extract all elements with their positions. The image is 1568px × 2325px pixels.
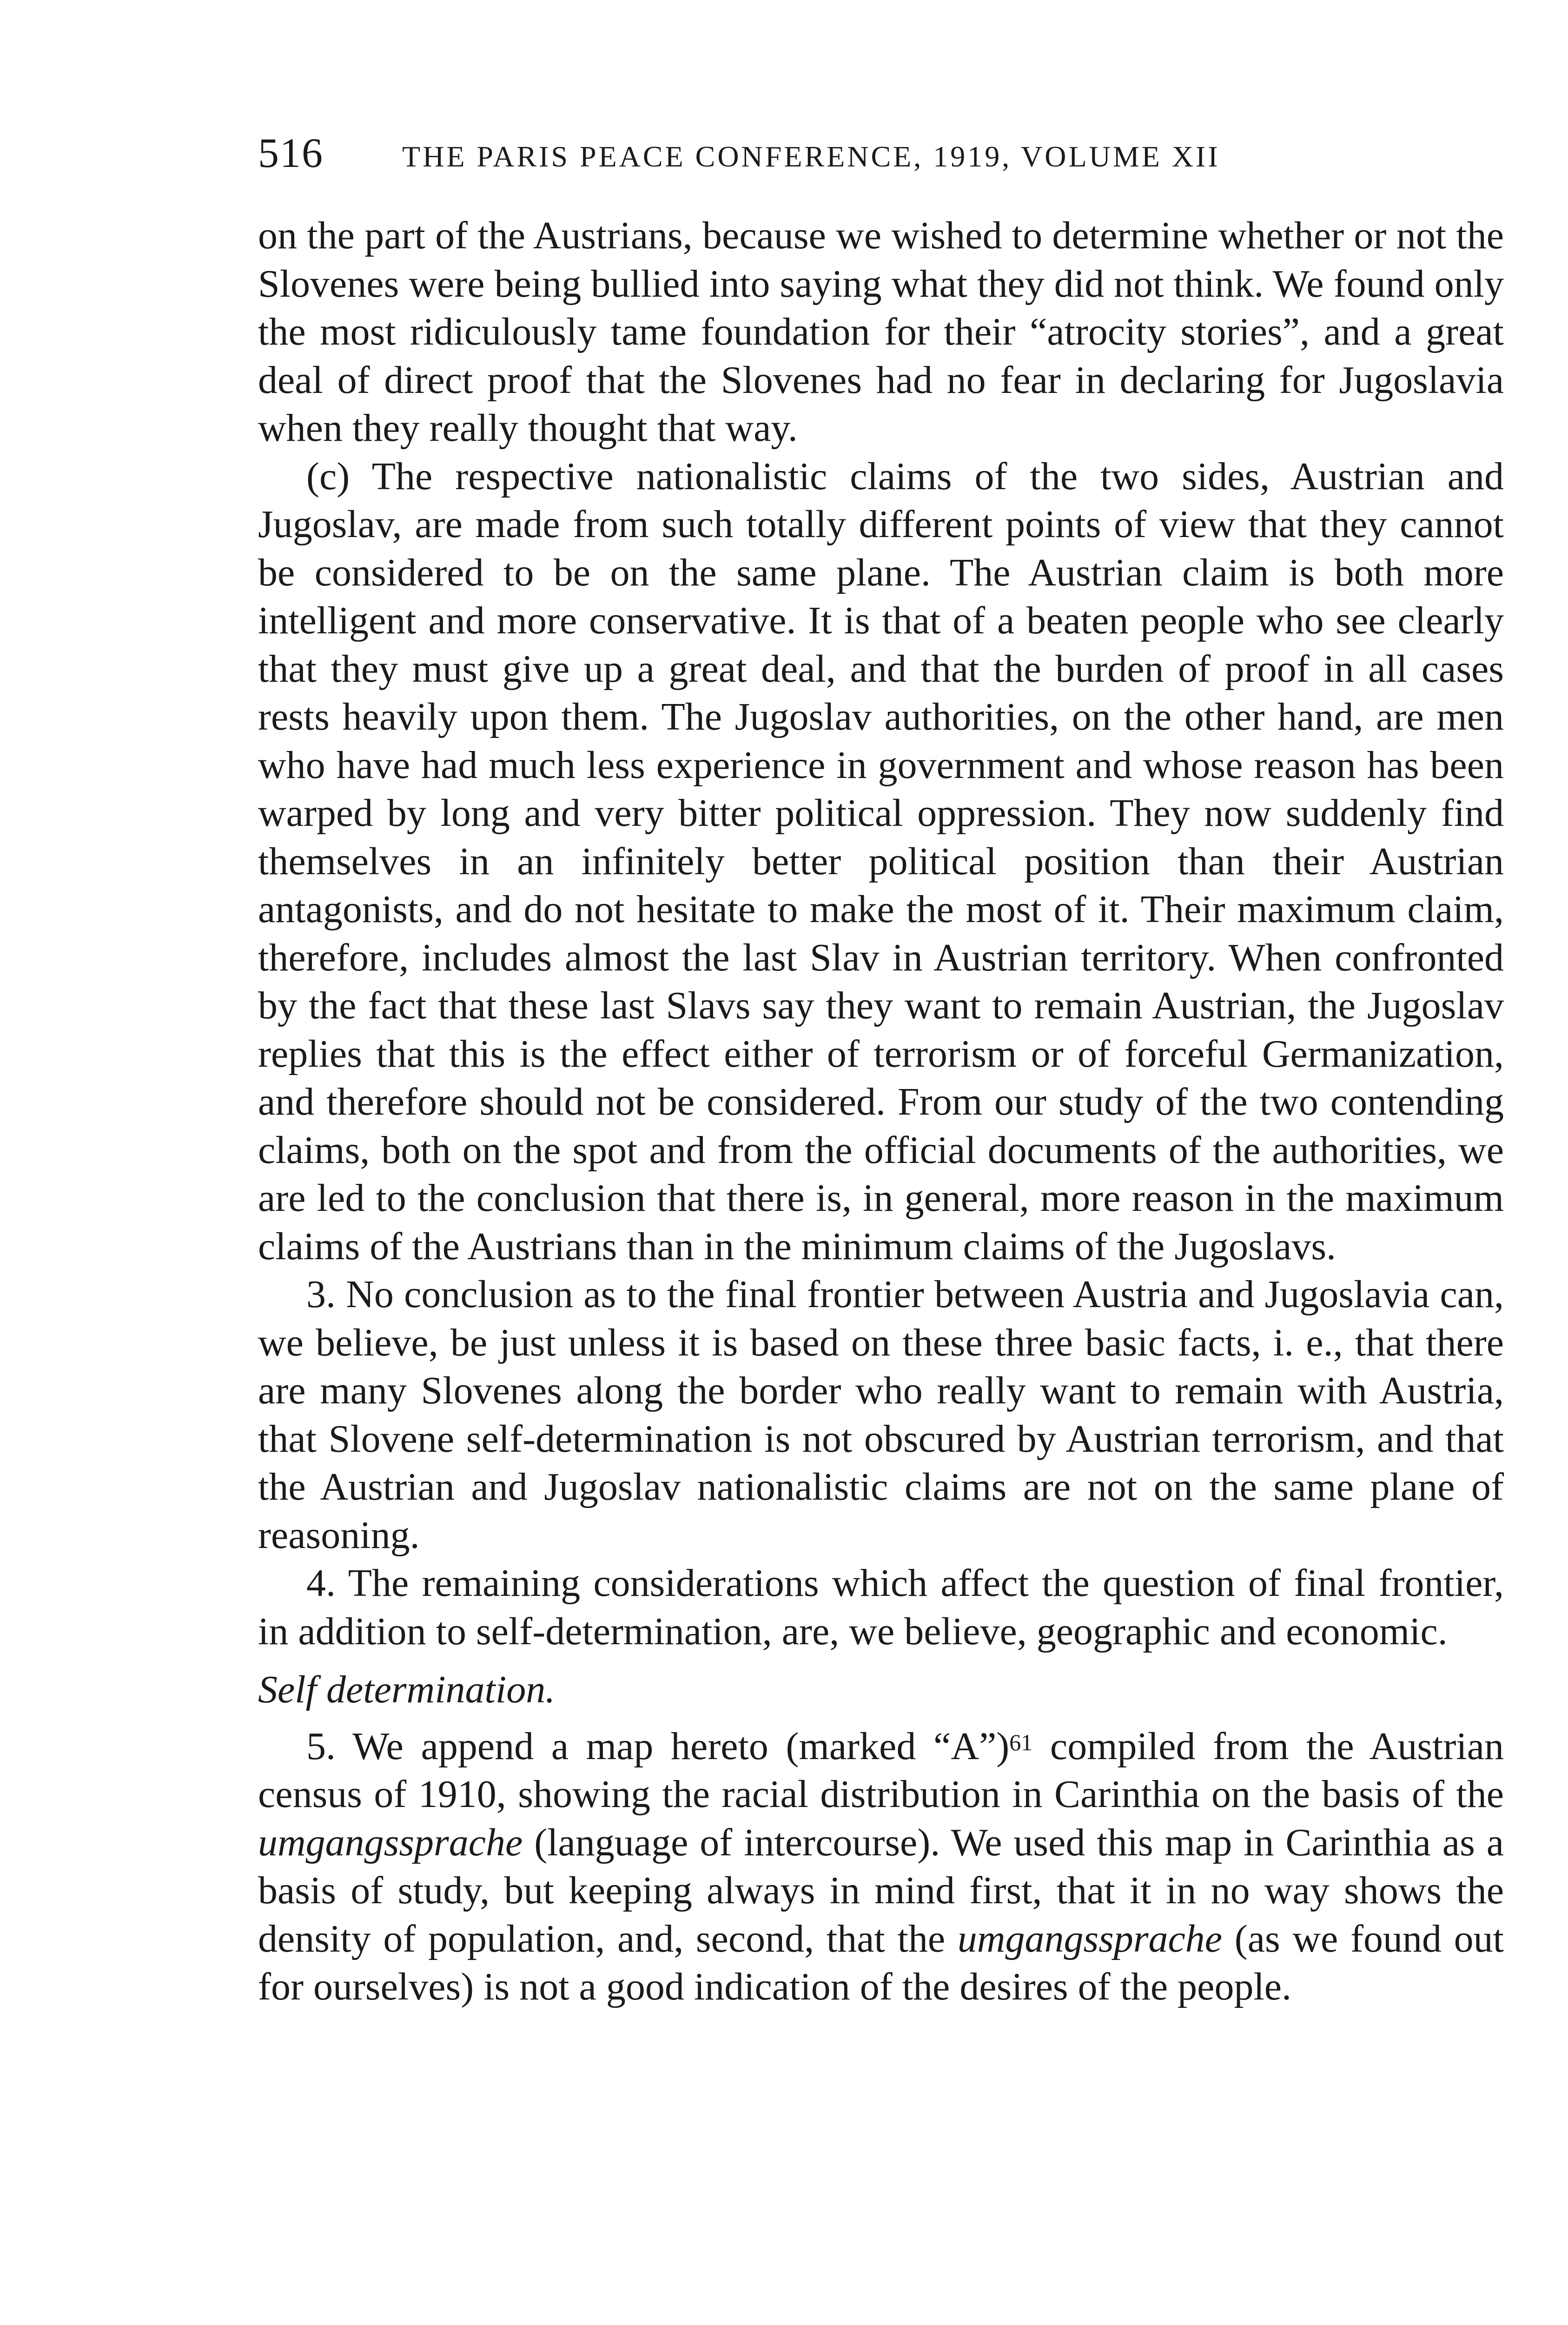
body-text [258,212,1504,2011]
paragraph: 3. No conclusion as to the final frontier between Austria and Jugoslavia can, we believe, be just unless it is based on these three basic facts, i. e., that there are many Slovenes along the border who really want to remain with Austria, that Slovene self-determination is not obscured by Austrian terrorism, and that the Austrian and Jugoslav nationalistic claims are not on the same plane of reasoning. [258,1273,1504,1557]
italic-term: umgangssprache [258,1820,523,1864]
page-number: 516 [258,130,324,176]
running-head: THE PARIS PEACE CONFERENCE, 1919, VOLUME XII [402,140,1220,173]
text-run: 5. We append a map hereto (marked “A”) [306,1724,1010,1768]
paragraph: 4. The remaining considerations which affect the question of final frontier, in addition to self-determination, are, we believe, geographic and economic. [258,1561,1504,1653]
text-run: (as we found out for ourselves) is not a good indication of the desires of the people. [258,1917,1504,2008]
paragraph: on the part of the Austrians, because we wished to determine whether or not the Slovenes were being bullied into saying what they did not think. We found only the most ridiculously tame foundation for their “atrocity stories”, and a great deal of direct proof that the Slovenes had no fear in declaring for Jugoslavia when they really thought that way. [258,214,1504,450]
text-run: (language of intercourse). We used this map in Carinthia as a basis of study, but keeping always in mind first, that it in no way shows the density of population, and, second, that the [258,1820,1504,1960]
footnote-reference[interactable]: 61 [1009,1729,1033,1755]
italic-term: umgangssprache [957,1917,1223,1960]
paragraph [258,1722,1504,2011]
page-header [258,129,1504,199]
section-heading: Self determination. [258,1668,556,1711]
paragraph: (c) The respective nationalistic claims of the two sides, Austrian and Jugoslav, are made from such totally different points of view that they cannot be considered to be on the same plane. The Austrian claim is both more intelligent and more conservative. It is that of a beaten people who see clearly that they must give up a great deal, and that the burden of proof in all cases rests heavily upon them. The Jugoslav authorities, on the other hand, are men who have had much less experience in government and whose reason has been warped by long and very bitter political oppression. They now suddenly find themselves in an infinitely better political position than their Austrian antagonists, and do not hesitate to make the most of it. Their maximum claim, therefore, includes almost the last Slav in Austrian territory. When confronted by the fact that these last Slavs say they want to remain Austrian, the Jugoslav replies that this is the effect either of terrorism or of forceful Germanization, and therefore should not be considered. From our study of the two contending claims, both on the spot and from the official documents of the authorities, we are led to the conclusion that there is, in general, more reason in the maximum claims of the Austrians than in the minimum claims of the Jugoslavs. [258,454,1504,1268]
text-run: compiled from the Austrian census of 1910, showing the racial distribution in Carinthia on the basis of the [258,1724,1504,1816]
